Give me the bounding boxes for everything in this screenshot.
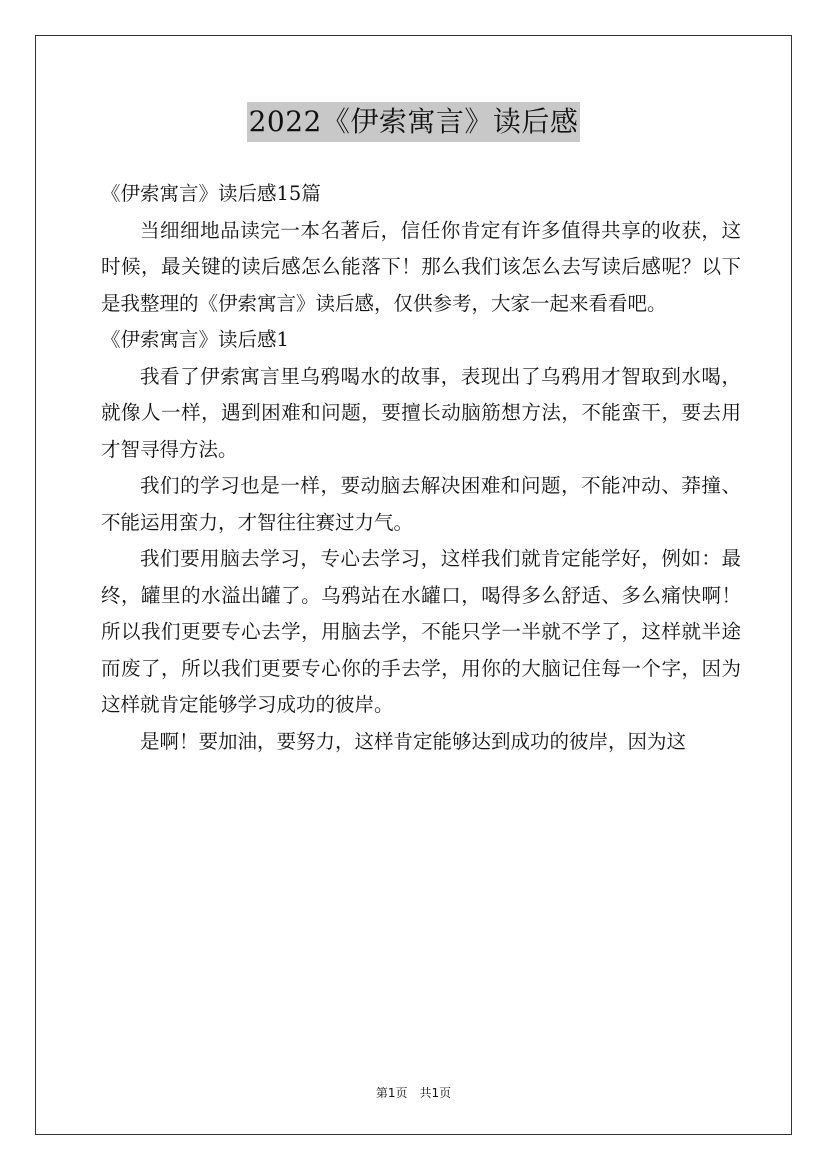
section-heading: 《伊索寓言》读后感15篇 <box>101 182 321 205</box>
body-paragraph: 是啊！要加油，要努力，这样肯定能够达到成功的彼岸，因为这 <box>140 729 687 753</box>
body-paragraph: 我们要用脑去学习，专心去学习，这样我们就肯定能学好，例如：最终，罐里的水溢出罐了。乌鸦站在水罐口，喝得多么舒适、多么痛快啊！所以我们更要专心去学，用脑去学，不能只学一半就不学了，这样就半途而废了，所以我们更要专心你的手去学，用你的大脑记住每一个字，因为这样就肯定能够学习成功的彼岸。 <box>101 547 741 716</box>
page-footer: 第1页 共1页 <box>375 1086 452 1100</box>
document-body <box>101 176 741 760</box>
section-heading: 《伊索寓言》读后感1 <box>101 328 289 351</box>
body-paragraph: 我看了伊索寓言里乌鸦喝水的故事，表现出了乌鸦用才智取到水喝，就像人一样，遇到困难和问题，要擅长动脑筋想方法，不能蛮干，要去用才智寻得方法。 <box>101 364 741 461</box>
body-paragraph: 当细细地品读完一本名著后，信任你肯定有许多值得共享的收获，这时候，最关键的读后感怎么能落下！那么我们该怎么去写读后感呢？以下是我整理的《伊索寓言》读后感，仅供参考，大家一起来看看吧。 <box>101 218 741 315</box>
title-container <box>0 102 827 142</box>
document-title: 2022《伊索寓言》读后感 <box>247 102 581 142</box>
body-paragraph: 我们的学习也是一样，要动脑去解决困难和问题，不能冲动、莽撞、不能运用蛮力，才智往往赛过力气。 <box>101 474 741 534</box>
